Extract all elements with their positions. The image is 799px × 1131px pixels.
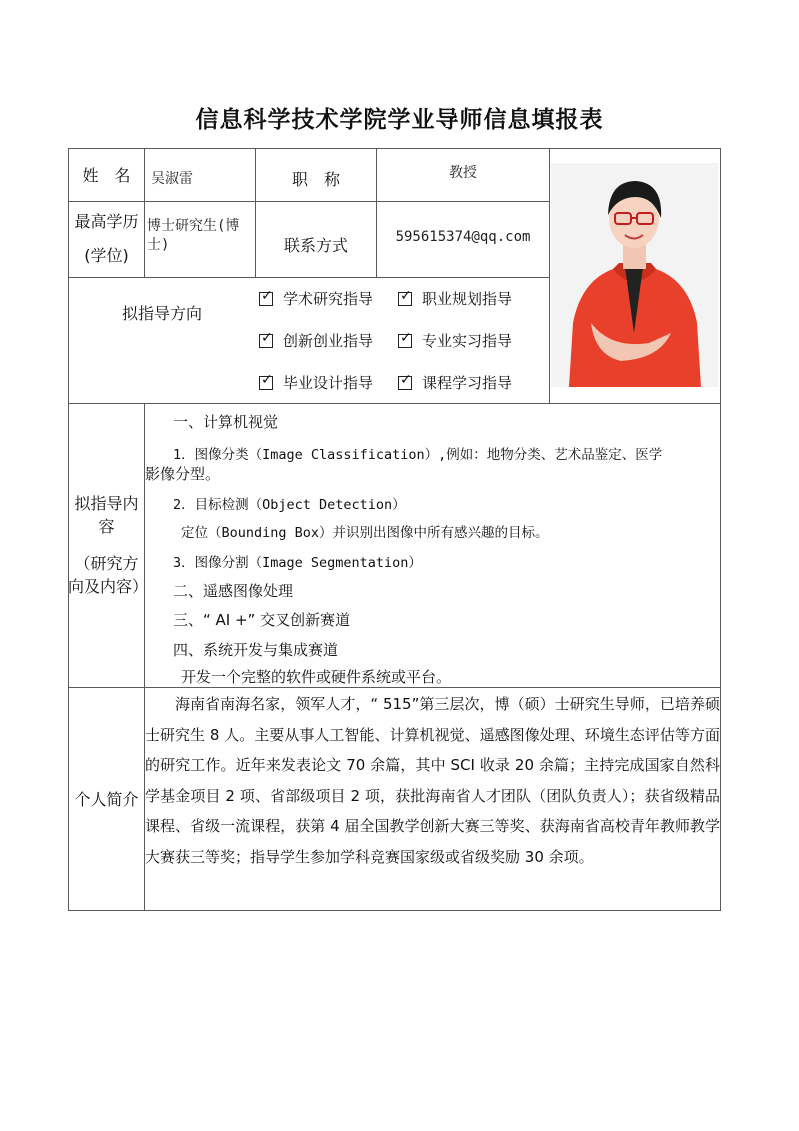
content-label-line3: （研究方 xyxy=(74,554,139,573)
option-label: 课程学习指导 xyxy=(422,374,513,392)
checkbox-checked-icon xyxy=(259,376,273,390)
content-line: 一、计算机视觉 xyxy=(173,413,279,431)
content-label xyxy=(68,403,149,687)
checkbox-career[interactable] xyxy=(398,288,512,309)
degree-label xyxy=(68,201,145,277)
content-line: 影像分型。 xyxy=(145,465,221,483)
checkbox-checked-icon xyxy=(259,292,273,306)
checkbox-academic[interactable] xyxy=(259,288,373,309)
contact-label: 联系方式 xyxy=(283,235,348,255)
content-line: 2．目标检测（Object Detection） xyxy=(173,497,406,513)
name-value: 吴淑雷 xyxy=(151,171,193,187)
option-label: 毕业设计指导 xyxy=(283,374,374,392)
guidance-label: 拟指导方向 xyxy=(121,303,202,323)
portrait-icon xyxy=(551,163,718,387)
content-line: 定位（Bounding Box）并识别出图像中所有感兴趣的目标。 xyxy=(181,525,549,541)
checkbox-innovation[interactable] xyxy=(259,330,373,351)
bio-text: 海南省南海名家，领军人才，“ 515”第三层次，博（硕）士研究生导师，已培养硕士研究生 8 人。主要从事人工智能、计算机视觉、遥感图像处理、环境生态评估等方面的研究工作。近年来发表论文 70 余篇，其中 SCI 收录 20 余篇；主持完成国家自然科学基金项目 2 项、省部级项目 2 项，获批海南省人才团队（团队负责人）；获省级精品课程、省级一流课程，获第 4 届全国教学创新大赛三等奖、获海南省高校青年教师教学大赛获三等奖；指导学生参加学科竞赛国家级或省级奖励 30 余项。 xyxy=(145,695,720,866)
content-line: 1．图像分类（Image Classification）,例如：地物分类、艺术品鉴定、医学 xyxy=(173,447,663,463)
bio-label: 个人简介 xyxy=(74,790,139,809)
option-label: 专业实习指导 xyxy=(422,332,513,350)
checkbox-checked-icon xyxy=(398,376,412,390)
content-line: 二、遥感图像处理 xyxy=(173,582,294,600)
content-line: 3．图像分割（Image Segmentation） xyxy=(173,555,422,571)
option-label: 职业规划指导 xyxy=(422,290,513,308)
name-label: 姓 名 xyxy=(82,166,131,185)
contact-value: 595615374@qq.com xyxy=(395,229,531,245)
checkbox-thesis[interactable] xyxy=(259,372,373,393)
checkbox-checked-icon xyxy=(398,292,412,306)
content-label-line2: 容 xyxy=(98,517,115,536)
degree-label-line2: (学位) xyxy=(84,246,129,265)
checkbox-checked-icon xyxy=(259,334,273,348)
page-title: 信息科学技术学院学业导师信息填报表 xyxy=(195,107,604,133)
option-label: 学术研究指导 xyxy=(283,290,374,308)
title-value: 教授 xyxy=(449,165,477,181)
title-label: 职 称 xyxy=(291,170,340,189)
checkbox-checked-icon xyxy=(398,334,412,348)
content-label-line4: 向及内容） xyxy=(68,577,149,596)
content-label-line1: 拟指导内 xyxy=(74,494,139,513)
degree-value: 博士研究生(博士) xyxy=(147,218,240,253)
checkbox-course[interactable] xyxy=(398,372,512,393)
content-line: 三、“ AI +” 交叉创新赛道 xyxy=(173,611,351,629)
content-line: 四、系统开发与集成赛道 xyxy=(173,641,339,659)
checkbox-internship[interactable] xyxy=(398,330,512,351)
portrait-photo xyxy=(551,163,718,387)
option-label: 创新创业指导 xyxy=(283,332,374,350)
degree-label-line1: 最高学历 xyxy=(74,212,139,231)
content-line: 开发一个完整的软件或硬件系统或平台。 xyxy=(181,668,452,686)
